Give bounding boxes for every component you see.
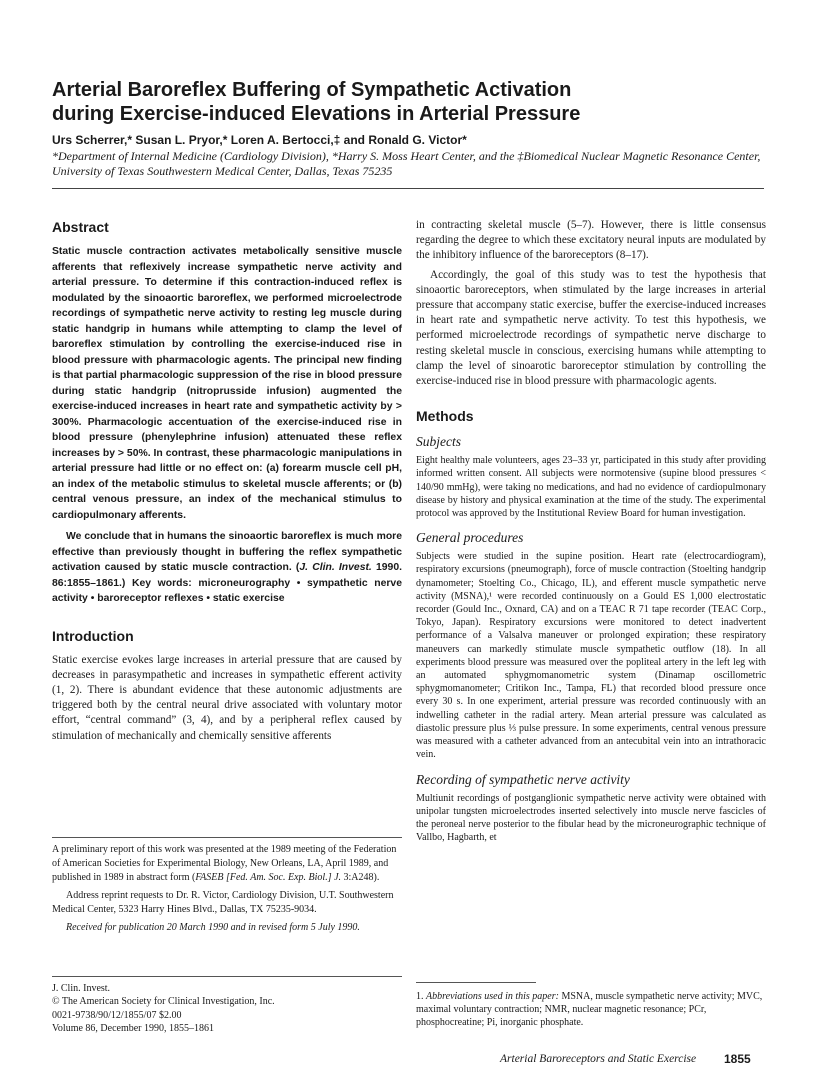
publication-info — [52, 982, 402, 1036]
publication-divider — [52, 976, 402, 977]
reprint-request-note: Address reprint requests to Dr. R. Victor, Cardiology Division, U.T. Southwestern Medical Center, 5323 Harry Hines Blvd., Dallas, TX 75235-9034. — [52, 890, 394, 916]
general-procedures-paragraph: Subjects were studied in the supine position. Heart rate (electrocardiogram), respiratory excursions (pneumograph), force of muscle contraction (Stoelting handgrip dynamometer; Stoelting Co., Chicago, IL), and efferent muscle sympathetic nerve activity (MSNA),¹ were recorded continuously on a Gould ES 1,000 electrostatic recorder (Gould Inc., Oxnard, CA) and on a TEAC R 71 tape recorder (TEAC Corp., Tokyo, Japan). Respiratory excursions were monitored to detect inadvertent performance of a Valsalva maneuver or prolonged expiration; these respiratory maneuvers can markedly stimulate muscle sympathetic outflow (18). In all experiments blood pressure was measured over the popliteal artery in the left leg with an automated sphygmomanometric system (Dinamap oscillometric sphygmomanometer; Critikon Inc., Tampa, FL) that recorded blood pressure once every 30 s. In one experiment, arterial pressure was recorded continuously with an indwelling catheter in the radial artery. Mean arterial pressure was calculated as diastolic pressure plus ⅓ pulse pressure. In some experiments, central venous pressure was measured with a catheter advanced from an antecubital vein into an intrathoracic vein. — [416, 551, 766, 761]
preliminary-report-journal: FASEB [Fed. Am. Soc. Exp. Biol.] J. — [195, 871, 342, 883]
preliminary-report-note — [52, 843, 402, 884]
abstract-paragraph-1: Static muscle contraction activates metabolically sensitive muscle afferents that reflexively increase sympathetic nerve activity and arterial pressure. To determine if this contraction-induced reflex is modulated by the sinoaortic baroreflex, we performed microelectrode recordings of sympathetic nerve activity to resting leg muscle during static handgrip in humans while attempting to clamp the level of baroreflex stimulation by controlling the exercise-induced rise in blood pressure with pharmacologic agents. The principal new finding is that partial pharmacologic suppression of the rise in blood pressure during static handgrip (nitroprusside infusion) augmented the exercise-induced increases in heart rate and sympathetic activity by > 300%. Pharmacologic accentuation of the exercise-induced rise in blood pressure (phenylephrine infusion) attenuated these reflex increases by > 50%. In contrast, these pharmacologic manipulations in arterial pressure had little or no effect on: (a) forearm muscle cell pH, an index of the metabolic stimulus to skeletal muscle afferents; or (b) central venous pressure, an index of the mechanical stimulus to cardiopulmonary afferents. — [52, 246, 402, 521]
recording-paragraph: Multiunit recordings of postganglionic sympathetic nerve activity were obtained with unipolar tungsten microelectrodes inserted selectively into muscle nerve fascicles of the peroneal nerve posterior to the fibular head by the microneurographic technique of Vallbo, Hagbarth, et — [416, 792, 766, 844]
abstract-paragraph-2 — [52, 529, 402, 607]
introduction-paragraph-2: Accordingly, the goal of this study was to test the hypothesis that sinoaortic baroreceptors, when stimulated by the large increases in arterial pressure that accompany static exercise, buffer the exercise-induced increases in heart rate and sympathetic nerve activity. To test this hypothesis, we performed microelectrode recordings of sympathetic nerve discharge to resting skeletal muscle in conscious, exercising humans while attempting to clamp the level of sinoarotic baroreceptor stimulation by controlling the exercise-induced rise in blood pressure with pharmacologic agents. — [416, 268, 766, 388]
introduction-paragraph-1: Static exercise evokes large increases in arterial pressure that are caused by decreases in parasympathetic and increases in sympathetic efferent activity (1, 2). There is abundant evidence that these autonomic adjustments are triggered both by the central neural drive associated with voluntary motor effort, “central command” (3, 4), and by a peripheral reflex caused by stimulation of mechanically and chemically sensitive afferents — [52, 653, 402, 742]
received-date-note: Received for publication 20 March 1990 and in revised form 5 July 1990. — [66, 921, 360, 933]
header-divider — [52, 188, 764, 189]
footnote-abbreviations — [416, 990, 766, 1030]
abstract-keywords: 1990. 86:1855–1861.) Key words: microneurography • sympathetic nerve activity • baroreceptor reflexes • static exercise — [52, 562, 403, 604]
introduction-paragraph-1-continued: in contracting skeletal muscle (5–7). However, there is little consensus regarding the degree to which these excitatory neural inputs are modulated by the inhibitory influence of the baroreceptors (8–17). — [416, 219, 766, 262]
copyright-line: © The American Society for Clinical Investigation, Inc. — [52, 996, 275, 1008]
abstract-heading: Abstract — [52, 219, 109, 235]
subjects-heading: Subjects — [416, 434, 461, 450]
footnote-number: 1. — [416, 991, 426, 1002]
running-title: Arterial Baroreceptors and Static Exercise — [500, 1053, 697, 1065]
introduction-heading: Introduction — [52, 627, 134, 644]
page-number: 1855 — [724, 1052, 751, 1066]
recording-heading: Recording of sympathetic nerve activity — [416, 771, 630, 787]
title-line-2: during Exercise-induced Elevations in Arterial Pressure — [52, 103, 581, 125]
footnote-text: MSNA, muscle sympathetic nerve activity; MVC, maximal voluntary contraction; NMR, nuclear magnetic resonance; PCr, phosphocreatine; Pi, inorganic phosphate. — [416, 991, 763, 1029]
notes-block — [52, 843, 402, 935]
article-title — [52, 78, 772, 126]
abstract-citation-journal: J. Clin. Invest. — [299, 562, 372, 573]
footnote-label: Abbreviations used in this paper: — [426, 991, 559, 1002]
journal-name: J. Clin. Invest. — [52, 983, 111, 994]
issn-line: 0021-9738/90/12/1855/07 $2.00 — [52, 1009, 182, 1021]
footnote-divider — [416, 982, 536, 983]
left-column — [52, 218, 402, 744]
preliminary-report-end: 3:A248). — [341, 871, 380, 883]
preliminary-report-text: A preliminary report of this work was presented at the 1989 meeting of the Federation of American Societies for Experimental Biology, New Orleans, LA, April 1989, and published in 1989 in abstract form ( — [52, 844, 397, 883]
notes-divider — [52, 837, 402, 838]
right-column — [416, 218, 766, 844]
methods-heading: Methods — [416, 408, 474, 425]
affiliation: *Department of Internal Medicine (Cardiology Division), *Harry S. Moss Heart Center, and the ‡Biomedical Nuclear Magnetic Resonance Center, University of Texas Southwestern Medical Center, Dallas, Texas 75235 — [52, 149, 761, 178]
footnote — [416, 990, 766, 1030]
title-line-1: Arterial Baroreflex Buffering of Sympathetic Activation — [52, 79, 572, 101]
abstract-conclusion: We conclude that in humans the sinoaortic baroreflex is much more effective than previously thought in buffering the reflex sympathetic activation caused by static muscle contraction. ( — [52, 531, 402, 573]
volume-line: Volume 86, December 1990, 1855–1861 — [52, 1023, 215, 1035]
general-procedures-heading: General procedures — [416, 530, 524, 546]
subjects-paragraph: Eight healthy male volunteers, ages 23–33 yr, participated in this study after providing informed written consent. All subjects were normotensive (supine blood pressures < 140/90 mmHg), were taking no medications, and had no evidence of cardiopulmonary disease by history and physical examination at the time of the study. The experimental protocol was approved by the Institutional Review Board for human investigation. — [416, 455, 766, 520]
author-list: Urs Scherrer,* Susan L. Pryor,* Loren A. Bertocci,‡ and Ronald G. Victor* — [52, 133, 467, 147]
